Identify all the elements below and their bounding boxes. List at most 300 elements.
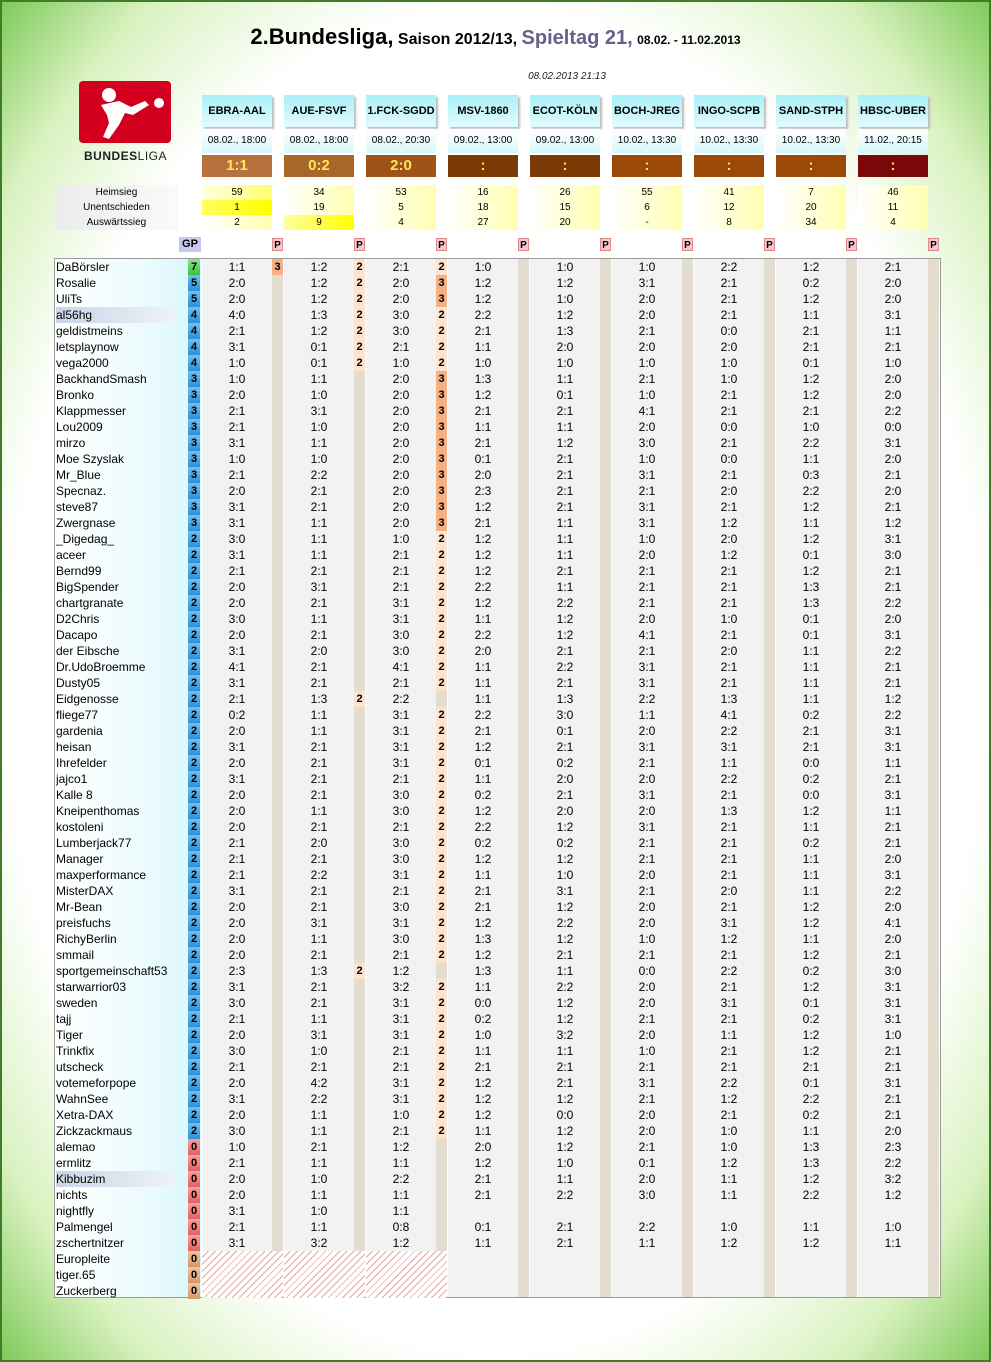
player-gp: 2 [188,1075,200,1091]
tip-cell: 3:0 [392,324,410,338]
tip-cell: 1:0 [392,356,410,370]
points-cell [272,835,283,851]
tip-cell: 1:2 [474,532,492,546]
tip-cell: 2:0 [392,420,410,434]
tip-cell: 2:0 [638,1028,656,1042]
points-cell: 2 [436,643,447,659]
tip-cell: 1:1 [474,980,492,994]
points-cell [354,659,365,675]
points-column-header-1: P [354,238,365,251]
tip-cell: 1:3 [802,580,820,594]
tip-cell: 2:1 [720,308,738,322]
tip-cell: 2:0 [884,484,902,498]
tip-cell: 1:1 [474,1236,492,1250]
tip-cell: 2:1 [720,788,738,802]
tip-cell: 2:0 [720,644,738,658]
tip-cell: 0:2 [556,756,574,770]
points-cell [272,915,283,931]
points-cell [436,1139,447,1155]
tip-cell: 3:1 [638,516,656,530]
tip-cell: 3:1 [884,724,902,738]
tip-cell [202,1283,272,1299]
match-date-6: 10.02., 13:30 [694,129,764,153]
player-name: Kibbuzim [56,1171,174,1187]
tip-cell: 3:1 [884,740,902,754]
points-cell: 2 [436,339,447,355]
tip-cell: 2:0 [310,644,328,658]
stat-unent-3: 18 [448,200,518,215]
player-gp: 2 [188,851,200,867]
player-gp: 2 [188,1059,200,1075]
points-cell: 2 [436,1011,447,1027]
tip-cell: 1:2 [474,1108,492,1122]
table-row [54,435,941,451]
tip-cell: 2:1 [720,1044,738,1058]
tip-cell: 2:1 [720,468,738,482]
player-gp: 2 [188,787,200,803]
player-name: Dusty05 [56,676,101,690]
tip-cell: 3:1 [228,1204,246,1218]
tip-cell: 2:0 [884,852,902,866]
season-title: Saison 2012/13, [397,31,518,48]
tip-cell: 1:1 [556,420,574,434]
tip-cell: 1:0 [720,1140,738,1154]
tip-cell: 1:1 [310,612,328,626]
tip-cell: 1:1 [310,1124,328,1138]
player-gp: 2 [188,899,200,915]
tip-cell: 1:0 [638,932,656,946]
table-row [54,867,941,883]
points-cell [354,1091,365,1107]
points-cell: 2 [436,1123,447,1139]
tip-cell: 3:1 [392,868,410,882]
tip-cell: 2:1 [228,404,246,418]
tip-cell: 3:1 [228,500,246,514]
tip-cell: 2:0 [228,820,246,834]
points-cell [354,1267,365,1283]
tip-cell: 2:1 [638,596,656,610]
tip-cell: 2:1 [720,948,738,962]
points-cell [272,867,283,883]
points-cell [354,627,365,643]
tip-cell: 3:0 [392,836,410,850]
tip-cell: 1:3 [802,1156,820,1170]
tip-cell: 2:1 [720,836,738,850]
points-column-header-0: P [272,238,283,251]
player-name: heisan [56,740,92,754]
tip-cell: 1:2 [474,916,492,930]
tip-cell: 2:2 [556,1188,574,1202]
table-row [54,947,941,963]
tip-cell: 0:1 [802,996,820,1010]
table-row [54,1155,941,1171]
player-name: Lou2009 [56,420,103,434]
tip-cell: 1:2 [802,1028,820,1042]
stat-unent-4: 15 [530,200,600,215]
points-cell: 2 [436,1027,447,1043]
tip-cell: 2:0 [228,804,246,818]
player-gp: 4 [188,307,200,323]
tip-cell: 2:1 [556,644,574,658]
tip-cell: 1:1 [802,820,820,834]
tip-cell: 1:1 [474,1044,492,1058]
tip-cell: 2:2 [884,1156,902,1170]
tip-cell: 2:1 [884,772,902,786]
tip-cell: 2:1 [720,404,738,418]
points-cell [354,803,365,819]
tip-cell: 2:1 [720,676,738,690]
tip-cell: 2:1 [720,1108,738,1122]
tip-cell: 1:1 [392,1188,410,1202]
player-gp: 2 [188,1123,200,1139]
tip-cell: 2:1 [884,564,902,578]
points-cell [272,739,283,755]
tip-cell: 3:1 [392,1076,410,1090]
player-gp: 2 [188,803,200,819]
tip-cell: 2:1 [228,692,246,706]
points-cell [272,675,283,691]
tip-cell: 2:2 [720,260,738,274]
tip-cell: 3:1 [228,436,246,450]
points-cell: 2 [436,755,447,771]
points-cell [354,675,365,691]
player-name: WahnSee [56,1092,109,1106]
tip-cell: 1:2 [720,516,738,530]
tip-cell: 1:0 [556,356,574,370]
tip-cell: 2:0 [474,468,492,482]
player-gp: 0 [188,1187,200,1203]
player-gp: 2 [188,1107,200,1123]
points-cell [272,403,283,419]
table-row [54,467,941,483]
tip-cell: 1:2 [802,532,820,546]
points-cell [354,1059,365,1075]
tip-cell: 0:1 [802,612,820,626]
points-cell [272,1235,283,1251]
points-cell [272,883,283,899]
tip-cell: 2:1 [310,948,328,962]
tip-cell: 1:1 [884,756,902,770]
table-row [54,1091,941,1107]
tip-cell: 2:2 [392,1172,410,1186]
tip-cell: 4:1 [638,628,656,642]
tip-cell [448,1251,518,1267]
tip-cell: 3:1 [392,612,410,626]
tip-cell: 1:1 [720,1172,738,1186]
tip-cell: 1:3 [310,308,328,322]
player-gp: 2 [188,995,200,1011]
tip-cell: 2:1 [474,724,492,738]
table-row [54,1123,941,1139]
points-cell: 2 [436,675,447,691]
points-cell [436,1219,447,1235]
tip-cell: 0:2 [802,1108,820,1122]
tip-cell: 1:2 [802,1172,820,1186]
tip-cell: 2:2 [556,980,574,994]
stat-ausw-1: 9 [284,215,354,230]
points-cell [354,515,365,531]
tip-cell: 1:1 [310,436,328,450]
tip-cell: 3:1 [884,1012,902,1026]
tip-cell: 1:1 [884,1236,902,1250]
tip-cell: 1:1 [802,1124,820,1138]
table-row [54,1251,941,1267]
tip-cell: 3:2 [392,980,410,994]
tip-cell: 2:0 [228,628,246,642]
tip-cell: 2:1 [556,404,574,418]
player-gp: 2 [188,643,200,659]
player-name: Lumberjack77 [56,836,132,850]
points-cell: 2 [436,931,447,947]
points-cell [354,531,365,547]
table-row [54,1219,941,1235]
points-cell: 2 [436,1043,447,1059]
tip-cell: 2:0 [720,884,738,898]
points-cell: 2 [436,739,447,755]
player-name: Specnaz. [56,484,107,498]
player-name: smmail [56,948,94,962]
tip-cell: 2:2 [474,820,492,834]
stat-label-auswaertssieg: Auswärtssieg [55,215,178,230]
table-row [54,643,941,659]
tip-cell: 1:2 [310,260,328,274]
points-cell [272,1059,283,1075]
points-cell: 2 [436,355,447,371]
tip-cell: 1:2 [556,1012,574,1026]
tip-cell: 2:2 [638,692,656,706]
tip-cell: 1:1 [310,1220,328,1234]
player-name: Palmengel [56,1220,113,1234]
player-name: geldistmeins [56,324,123,338]
points-cell [354,611,365,627]
tip-cell: 1:1 [802,868,820,882]
tip-cell: 1:2 [310,324,328,338]
tip-cell: 2:0 [638,868,656,882]
player-gp: 3 [188,403,200,419]
player-name: steve87 [56,500,99,514]
tip-cell: 2:2 [720,772,738,786]
table-row [54,627,941,643]
match-score-8: : [858,155,928,177]
table-row [54,499,941,515]
tip-cell: 2:1 [802,1060,820,1074]
tip-cell: 1:2 [802,1236,820,1250]
tip-cell: 2:0 [392,484,410,498]
points-cell: 2 [436,611,447,627]
table-row [54,803,941,819]
tip-cell: 1:1 [802,692,820,706]
tip-cell: 1:1 [556,548,574,562]
tip-cell: 3:1 [310,916,328,930]
player-gp: 0 [188,1251,200,1267]
tip-cell [612,1267,682,1283]
tip-cell: 2:1 [720,1012,738,1026]
tip-cell: 2:1 [228,852,246,866]
tip-cell: 1:0 [556,868,574,882]
points-cell [354,435,365,451]
table-row [54,483,941,499]
tip-cell: 2:0 [884,932,902,946]
table-row [54,723,941,739]
tip-cell: 3:1 [310,404,328,418]
tip-cell: 3:0 [392,932,410,946]
points-cell: 3 [436,403,447,419]
tip-cell: 2:1 [884,836,902,850]
player-gp: 2 [188,835,200,851]
tip-cell: 1:0 [310,420,328,434]
tip-cell: 4:2 [310,1076,328,1090]
tip-cell: 2:1 [474,1188,492,1202]
points-cell [354,1203,365,1219]
player-gp: 2 [188,1027,200,1043]
tip-cell: 0:1 [474,1220,492,1234]
tip-cell: 0:2 [802,708,820,722]
tip-cell: 2:0 [392,436,410,450]
tip-cell: 2:0 [638,1172,656,1186]
player-silhouette-icon [79,81,171,143]
stat-unent-2: 5 [366,200,436,215]
tip-cell: 1:0 [720,1124,738,1138]
tip-cell [776,1267,846,1283]
tip-cell: 1:0 [802,420,820,434]
logo-text: BUNDESLIGA [83,149,168,163]
tip-cell: 2:1 [720,276,738,290]
tip-cell: 2:1 [310,1060,328,1074]
tip-cell: 2:2 [802,1188,820,1202]
tip-cell: 1:2 [474,1076,492,1090]
table-row [54,387,941,403]
stat-heim-1: 34 [284,185,354,200]
tip-cell: 2:1 [392,564,410,578]
tip-cell: 1:1 [802,452,820,466]
tip-cell: 3:0 [392,788,410,802]
tip-cell: 2:1 [638,484,656,498]
player-name: Mr_Blue [56,468,101,482]
tip-cell: 2:0 [392,452,410,466]
player-gp: 0 [188,1283,200,1299]
tip-cell: 1:3 [802,596,820,610]
tip-cell: 2:1 [474,516,492,530]
player-gp: 0 [188,1203,200,1219]
tip-cell: 2:1 [556,452,574,466]
tip-cell: 2:1 [310,500,328,514]
points-column-header-5: P [682,238,693,251]
tip-cell: 1:1 [802,308,820,322]
points-cell [354,483,365,499]
tip-cell: 1:2 [310,292,328,306]
match-score-4: : [530,155,600,177]
tip-cell: 3:1 [228,980,246,994]
tip-cell: 1:1 [310,1156,328,1170]
tip-cell: 2:0 [474,644,492,658]
tip-cell: 2:0 [228,1188,246,1202]
points-cell [272,275,283,291]
tip-cell: 1:0 [720,356,738,370]
tip-cell: 2:1 [310,772,328,786]
player-name: Tiger [56,1028,83,1042]
points-cell [272,483,283,499]
points-cell [354,1043,365,1059]
match-date-0: 08.02., 18:00 [202,129,272,153]
player-name: Dr.UdoBroemme [56,660,146,674]
tip-cell: 3:1 [392,756,410,770]
tip-cell: 2:1 [556,1060,574,1074]
points-column-header-2: P [436,238,447,251]
player-name: Bernd99 [56,564,102,578]
points-cell [272,627,283,643]
player-name: Xetra-DAX [56,1108,114,1122]
tip-cell: 3:1 [556,884,574,898]
tip-cell: 2:0 [228,1076,246,1090]
tip-cell: 2:0 [884,372,902,386]
table-row [54,403,941,419]
points-cell [436,1283,447,1299]
tip-cell: 1:0 [720,1220,738,1234]
points-cell [354,1235,365,1251]
player-name: Ihrefelder [56,756,107,770]
table-row [54,611,941,627]
player-gp: 2 [188,867,200,883]
player-gp: 2 [188,1011,200,1027]
tip-cell: 3:1 [638,1076,656,1090]
points-cell [272,819,283,835]
tip-cell: 2:1 [474,884,492,898]
tip-cell: 2:2 [310,468,328,482]
points-cell [272,963,283,979]
points-cell: 2 [436,323,447,339]
points-cell [354,595,365,611]
points-cell [354,867,365,883]
points-cell [272,371,283,387]
tip-cell: 3:1 [638,660,656,674]
tip-cell: 2:1 [392,676,410,690]
points-column-header-3: P [518,238,529,251]
points-cell: 2 [354,275,365,291]
tip-cell: 3:1 [884,980,902,994]
points-cell [272,723,283,739]
tip-cell: 2:0 [638,916,656,930]
tip-cell: 3:1 [392,916,410,930]
tip-cell: 1:1 [310,1108,328,1122]
tip-cell: 2:1 [802,324,820,338]
stat-ausw-2: 4 [366,215,436,230]
points-cell: 2 [436,1075,447,1091]
tip-cell [612,1251,682,1267]
points-cell: 2 [436,579,447,595]
tip-cell: 1:0 [720,372,738,386]
player-name: Eidgenosse [56,692,119,706]
points-cell [354,1011,365,1027]
points-cell [272,899,283,915]
tip-cell: 1:0 [884,1220,902,1234]
match-header-7: SAND-STPH [776,95,846,127]
player-gp: 2 [188,627,200,643]
player-name: mirzo [56,436,86,450]
points-cell [272,467,283,483]
tip-cell: 3:0 [228,1044,246,1058]
stat-unent-5: 6 [612,200,682,215]
tip-cell: 2:2 [802,436,820,450]
tip-cell: 2:1 [884,1092,902,1106]
tip-cell: 2:1 [556,1220,574,1234]
table-row [54,275,941,291]
match-score-1: 0:2 [284,155,354,177]
tip-cell: 2:0 [884,292,902,306]
tip-cell: 3:1 [638,740,656,754]
tip-cell [612,1203,682,1219]
tip-cell: 2:1 [884,340,902,354]
tip-cell: 1:1 [392,1204,410,1218]
